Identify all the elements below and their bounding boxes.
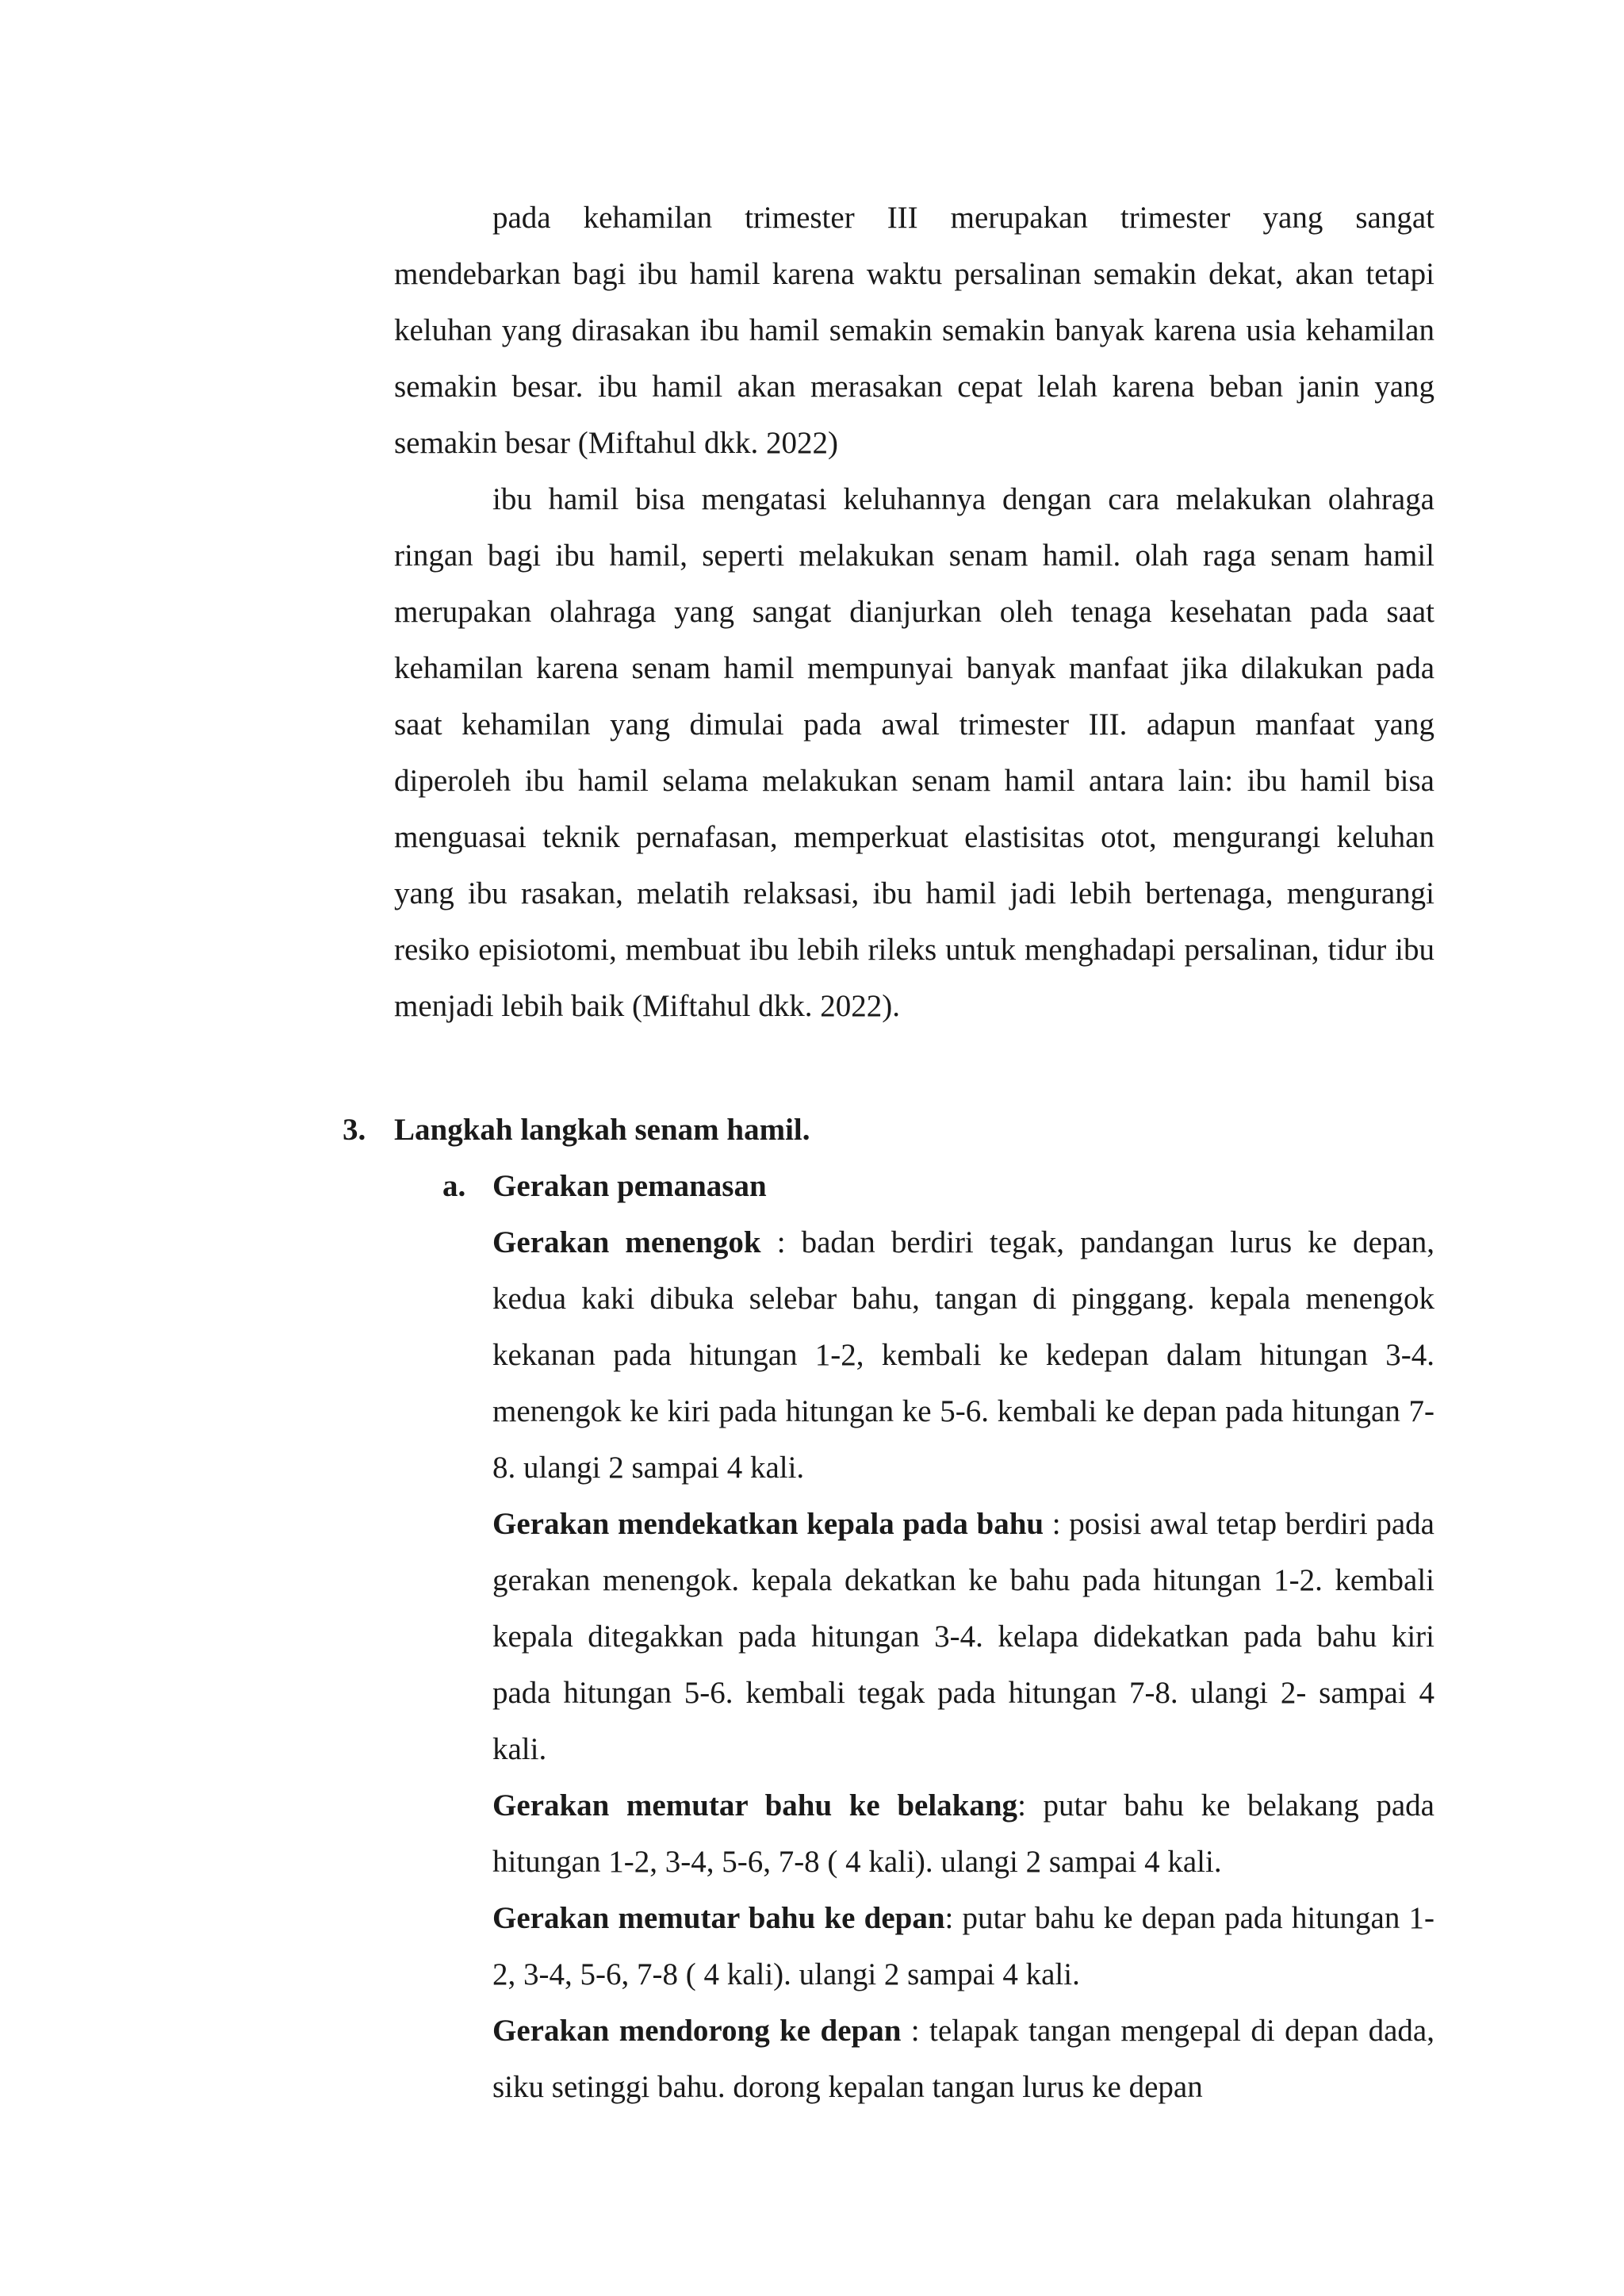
section-heading <box>343 1102 810 1158</box>
movement-text: : badan berdiri tegak, pandangan lurus ke depan, kedua kaki dibuka selebar bahu, tangan di pinggang. kepala menengok kekanan pada hitungan 1-2, kembali ke kedepan dalam hitungan 3-4. menengok ke kiri pada hitungan ke 5-6. kembali ke depan pada hitungan 7-8. ulangi 2 sampai 4 kali. <box>492 1225 1435 1485</box>
movement-bahu-belakang <box>492 1777 1434 1890</box>
movement-name: Gerakan memutar bahu ke depan <box>492 1901 945 1935</box>
section-number: 3. <box>343 1113 366 1147</box>
movement-text: : posisi awal tetap berdiri pada gerakan menengok. kepala dekatkan ke bahu pada hitungan 1-2. kembali kepala ditegakkan pada hitungan 3-4. kelapa didekatkan pada bahu kiri pada hitungan 5-6. kembali tegak pada hitungan 7-8. ulangi 2- sampai 4 kali. <box>492 1507 1434 1766</box>
movement-bahu-depan <box>492 1890 1434 2003</box>
paragraph-senam-benefits: ibu hamil bisa mengatasi keluhannya dengan cara melakukan olahraga ringan bagi ibu hamil, seperti melakukan senam hamil. olah raga senam hamil merupakan olahraga yang sangat dianjurkan oleh tenaga kesehatan pada saat kehamilan karena senam hamil mempunyai banyak manfaat jika dilakukan pada saat kehamilan yang dimulai pada awal trimester III. adapun manfaat yang diperoleh ibu hamil selama melakukan senam hamil antara lain: ibu hamil bisa menguasai teknik pernafasan, memperkuat elastisitas otot, mengurangi keluhan yang ibu rasakan, melatih relaksasi, ibu hamil jadi lebih bertenaga, mengurangi resiko episiotomi, membuat ibu lebih rileks untuk menghadapi persalinan, tidur ibu menjadi lebih baik (Miftahul dkk. 2022). <box>394 482 1434 1023</box>
section-title: Langkah langkah senam hamil. <box>394 1113 810 1147</box>
movement-name: Gerakan mendekatkan kepala pada bahu <box>492 1507 1044 1541</box>
paragraph-trimester: pada kehamilan trimester III merupakan trimester yang sangat mendebarkan bagi ibu hamil karena waktu persalinan semakin dekat, akan tetapi keluhan yang dirasakan ibu hamil semakin semakin banyak karena usia kehamilan semakin besar. ibu hamil akan merasakan cepat lelah karena beban janin yang semakin besar (Miftahul dkk. 2022) <box>394 201 1434 460</box>
movement-menengok <box>492 1214 1434 1496</box>
subsection-heading <box>442 1158 767 1214</box>
movement-mendorong <box>492 2003 1434 2115</box>
movement-name: Gerakan menengok <box>492 1225 761 1259</box>
movement-name: Gerakan memutar bahu ke belakang <box>492 1788 1018 1823</box>
movement-text: : putar bahu ke belakang pada hitungan 1-2, 3-4, 5-6, 7-8 ( 4 kali). ulangi 2 sampai 4 kali. <box>492 1788 1434 1879</box>
movement-name: Gerakan mendorong ke depan <box>492 2014 902 2048</box>
subsection-title: Gerakan pemanasan <box>492 1169 767 1203</box>
movement-kepala-bahu <box>492 1496 1434 1777</box>
movement-text: : putar bahu ke depan pada hitungan 1-2, 3-4, 5-6, 7-8 ( 4 kali). ulangi 2 sampai 4 kali. <box>492 1901 1435 1991</box>
subsection-letter: a. <box>442 1169 466 1203</box>
movement-text: : telapak tangan mengepal di depan dada, siku setinggi bahu. dorong kepalan tangan lurus ke depan <box>492 2014 1434 2104</box>
